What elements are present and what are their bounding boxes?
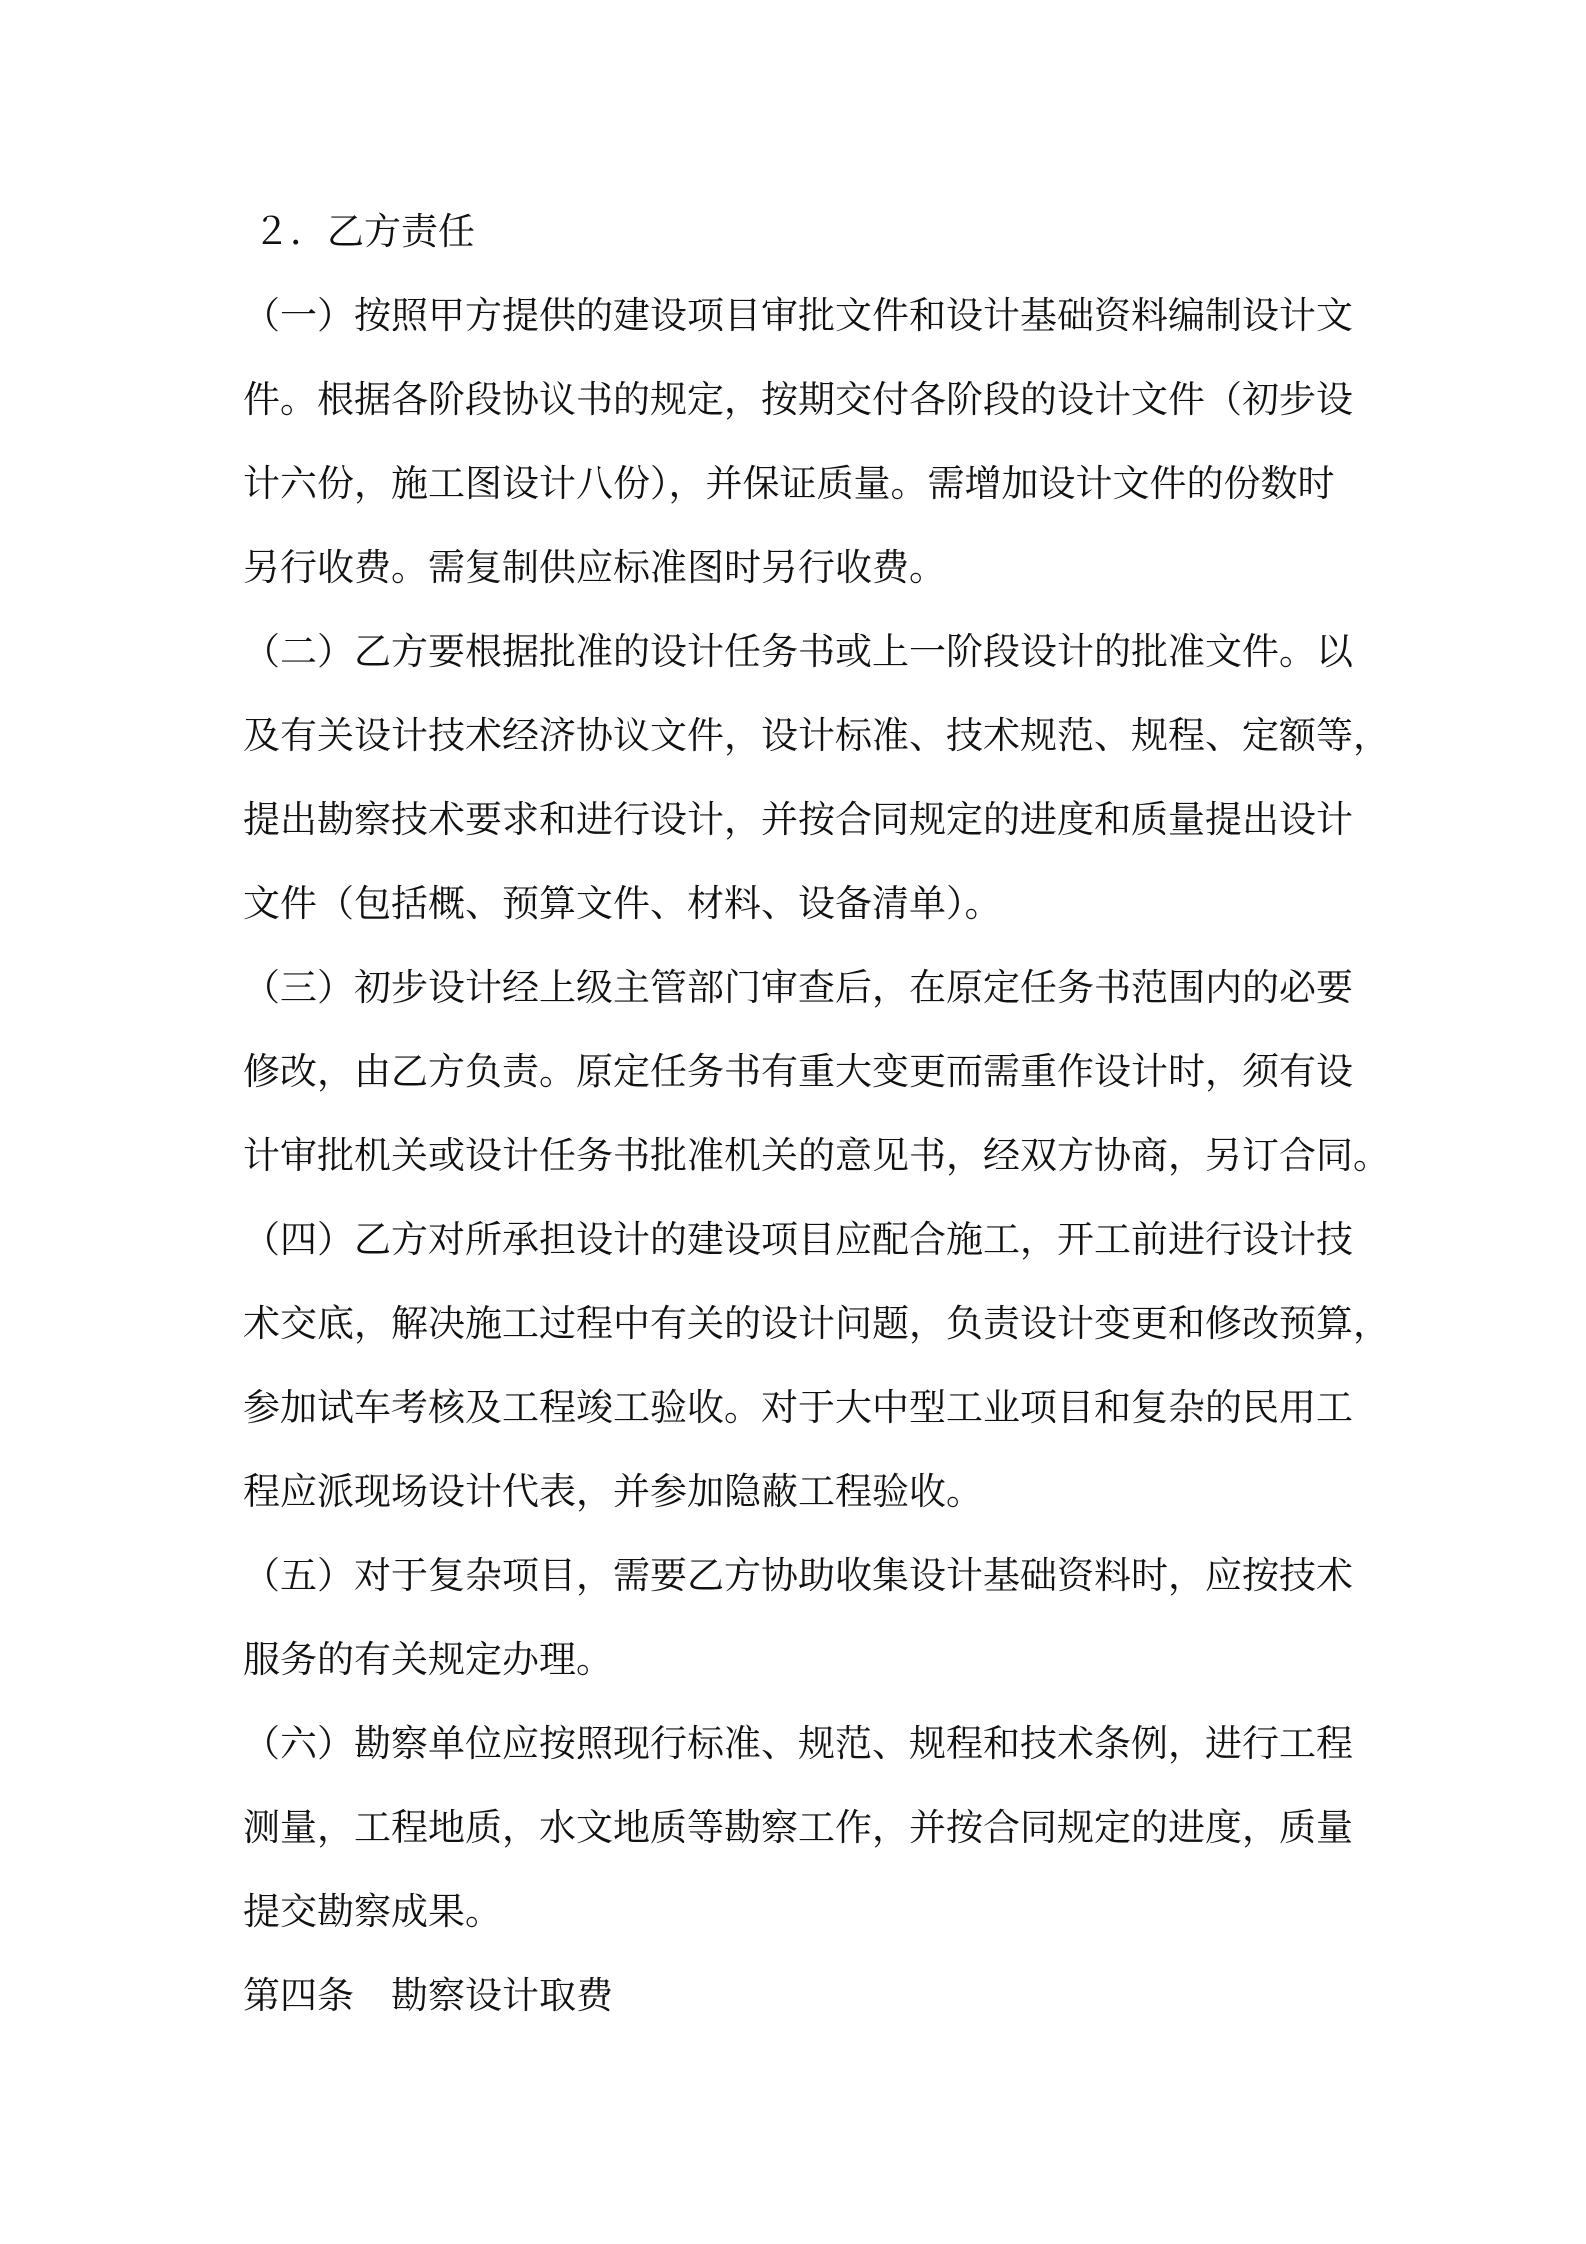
- text-line: （四）乙方对所承担设计的建设项目应配合施工，开工前进行设计技: [243, 1218, 1353, 1261]
- text-line: 件。根据各阶段协议书的规定，按期交付各阶段的设计文件（初步设: [243, 378, 1353, 421]
- text-line: 服务的有关规定办理。: [243, 1638, 613, 1681]
- text-line: （三）初步设计经上级主管部门审查后，在原定任务书范围内的必要: [243, 966, 1353, 1009]
- text-line: 术交底，解决施工过程中有关的设计问题，负责设计变更和修改预算，: [243, 1302, 1390, 1345]
- text-line: （六）勘察单位应按照现行标准、规范、规程和技术条例，进行工程: [243, 1722, 1353, 1765]
- article-heading: 第四条 勘察设计取费: [243, 1974, 613, 2017]
- text-line: （二）乙方要根据批准的设计任务书或上一阶段设计的批准文件。以: [243, 630, 1353, 673]
- text-line: （一）按照甲方提供的建设项目审批文件和设计基础资料编制设计文: [243, 294, 1353, 337]
- text-line: 另行收费。需复制供应标准图时另行收费。: [243, 546, 946, 589]
- text-line: 及有关设计技术经济协议文件，设计标准、技术规范、规程、定额等，: [243, 714, 1390, 757]
- text-line: 程应派现场设计代表，并参加隐蔽工程验收。: [243, 1470, 983, 1513]
- text-line: 修改，由乙方负责。原定任务书有重大变更而需重作设计时，须有设: [243, 1050, 1353, 1093]
- text-line: （五）对于复杂项目，需要乙方协助收集设计基础资料时，应按技术: [243, 1554, 1353, 1597]
- text-line: 参加试车考核及工程竣工验收。对于大中型工业项目和复杂的民用工: [243, 1386, 1353, 1429]
- document-body: [243, 190, 1390, 2038]
- text-line: 文件（包括概、预算文件、材料、设备清单）。: [243, 882, 1002, 925]
- text-line: 计审批机关或设计任务书批准机关的意见书，经双方协商，另订合同。: [243, 1134, 1390, 1177]
- text-line: 提交勘察成果。: [243, 1890, 502, 1933]
- text-line: 计六份，施工图设计八份），并保证质量。需增加设计文件的份数时: [243, 462, 1335, 505]
- section-heading: ２．乙方责任: [253, 210, 475, 253]
- text-line: 提出勘察技术要求和进行设计，并按合同规定的进度和质量提出设计: [243, 798, 1353, 841]
- text-line: 测量，工程地质，水文地质等勘察工作，并按合同规定的进度，质量: [243, 1806, 1353, 1849]
